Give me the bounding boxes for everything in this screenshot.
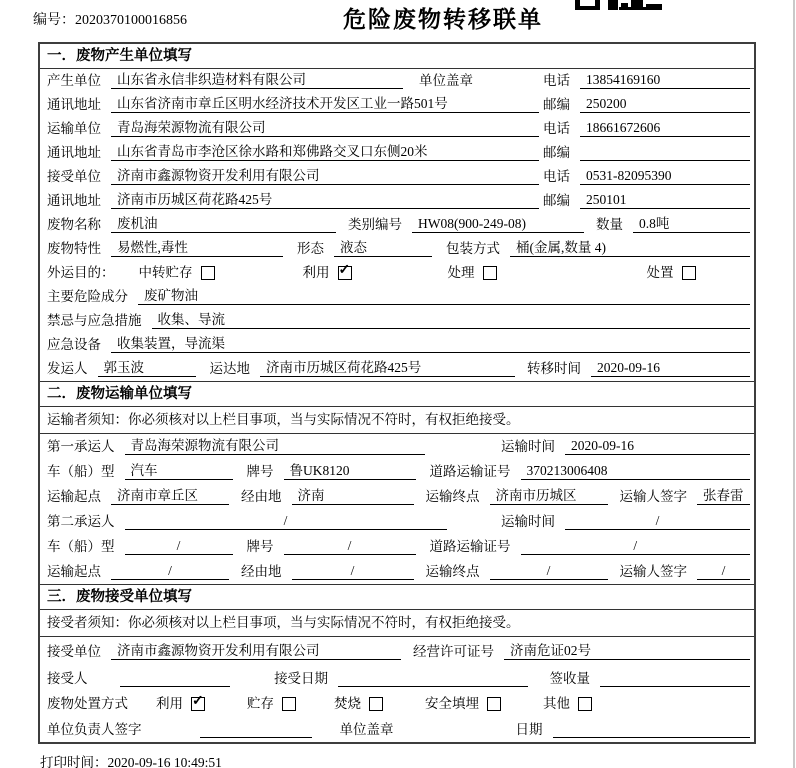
producer-zip-value: 250200 bbox=[580, 96, 750, 113]
page-edge-divider bbox=[793, 0, 795, 768]
row-route-1 bbox=[40, 484, 754, 509]
date-label: 日期 bbox=[515, 722, 543, 737]
row-route-2 bbox=[40, 559, 754, 584]
transport-time-label: 运输时间 bbox=[501, 439, 555, 454]
date-value bbox=[553, 721, 751, 738]
row-consignor bbox=[40, 357, 754, 381]
transfer-storage-checkbox bbox=[201, 266, 215, 280]
disposal-utilize bbox=[156, 696, 205, 712]
row-hazard-component bbox=[40, 285, 754, 309]
transport-zip-value bbox=[580, 144, 750, 161]
row-second-carrier bbox=[40, 509, 754, 534]
signed-quantity-label: 签收量 bbox=[549, 671, 590, 686]
dispose-checkbox bbox=[682, 266, 696, 280]
disposal-other-label: 其他 bbox=[543, 696, 570, 711]
consignor-value: 郭玉波 bbox=[98, 360, 196, 377]
transport-address-label: 通讯地址 bbox=[47, 145, 101, 160]
section3-title: 三．废物接受单位填写 bbox=[40, 584, 754, 610]
transport-unit-value: 青岛海荣源物流有限公司 bbox=[111, 120, 539, 137]
qr-code-fragment bbox=[575, 0, 663, 11]
route-end-label: 运输终点 bbox=[425, 489, 480, 504]
receiver-phone-value: 0531-82095390 bbox=[580, 168, 750, 185]
waste-name-value: 废机油 bbox=[111, 216, 336, 233]
quantity-label: 数量 bbox=[596, 217, 623, 232]
first-carrier-label: 第一承运人 bbox=[47, 439, 115, 454]
producer-unit-label: 产生单位 bbox=[47, 73, 101, 88]
option-utilize-label: 利用 bbox=[302, 265, 330, 280]
row-waste-property bbox=[40, 237, 754, 261]
transport-time2-value: / bbox=[565, 513, 750, 530]
transport-unit-label: 运输单位 bbox=[47, 121, 101, 136]
print-time-value: 2020-09-16 10:49:51 bbox=[107, 755, 222, 768]
category-code-label: 类别编号 bbox=[348, 217, 402, 232]
transport-time2-label: 运输时间 bbox=[501, 514, 555, 529]
transporter2-sign-value: / bbox=[697, 563, 750, 580]
option-dispose bbox=[647, 265, 696, 281]
transport-zip-label: 邮编 bbox=[543, 145, 570, 160]
accept-date-label: 接受日期 bbox=[274, 671, 329, 686]
accept-person-label: 接受人 bbox=[47, 671, 88, 686]
receiver-unit-value: 济南市鑫源物资开发利用有限公司 bbox=[111, 168, 539, 185]
waste-property-label: 废物特性 bbox=[47, 241, 101, 256]
transfer-time-label: 转移时间 bbox=[527, 361, 581, 376]
receiver-notice: 接受者须知：你必须核对以上栏目事项，当与实际情况不符时，有权拒绝接受。 bbox=[40, 610, 754, 637]
unit-seal-label: 单位盖章 bbox=[419, 73, 473, 88]
row-responsible-sign bbox=[40, 716, 754, 742]
accept-person-value bbox=[120, 670, 231, 687]
quantity-value: 0.8吨 bbox=[633, 216, 750, 233]
packaging-label: 包装方式 bbox=[446, 241, 500, 256]
unit-seal2-label: 单位盖章 bbox=[339, 722, 394, 737]
row-disposal-method bbox=[40, 691, 754, 716]
section2-title: 二．废物运输单位填写 bbox=[40, 381, 754, 407]
disposal-landfill-checkbox bbox=[487, 697, 501, 711]
transporter2-sign-label: 运输人签字 bbox=[619, 564, 687, 579]
disposal-other bbox=[543, 696, 592, 712]
second-carrier-label: 第二承运人 bbox=[47, 514, 115, 529]
section1-title: 一．废物产生单位填写 bbox=[40, 44, 754, 69]
producer-address-value: 山东省济南市章丘区明水经济技术开发区工业一路501号 bbox=[111, 96, 539, 113]
signed-quantity-value bbox=[600, 670, 750, 687]
disposal-other-checkbox bbox=[578, 697, 592, 711]
disposal-incinerate-label: 焚烧 bbox=[334, 696, 361, 711]
row-producer-address bbox=[40, 93, 754, 117]
disposal-incinerate-checkbox bbox=[369, 697, 383, 711]
plate-number-label: 牌号 bbox=[246, 464, 274, 479]
producer-phone-value: 13854169160 bbox=[580, 72, 750, 89]
receiver-unit-label: 接受单位 bbox=[47, 169, 101, 184]
responsible-sign-value bbox=[200, 721, 312, 738]
row-accept-unit bbox=[40, 637, 754, 664]
receiver-phone-label: 电话 bbox=[543, 169, 570, 184]
hazard-component-label: 主要危险成分 bbox=[47, 289, 128, 304]
option-treat bbox=[448, 265, 497, 281]
receiver-address-label: 通讯地址 bbox=[47, 193, 101, 208]
road-permit-label: 道路运输证号 bbox=[429, 464, 511, 479]
print-time-label: 打印时间： bbox=[40, 755, 108, 768]
producer-zip-label: 邮编 bbox=[543, 97, 570, 112]
vehicle-type-value: 汽车 bbox=[125, 463, 233, 480]
vehicle-type-label: 车（船）型 bbox=[47, 464, 115, 479]
producer-phone-label: 电话 bbox=[543, 73, 570, 88]
route2-origin-value: / bbox=[111, 563, 229, 580]
plate-number2-value: / bbox=[284, 538, 416, 555]
transporter-notice: 运输者须知：你必须核对以上栏目事项，当与实际情况不符时，有权拒绝接受。 bbox=[40, 407, 754, 434]
receiver-zip-label: 邮编 bbox=[543, 193, 570, 208]
accept-unit-value: 济南市鑫源物资开发利用有限公司 bbox=[111, 643, 401, 660]
destination-label: 运达地 bbox=[209, 361, 250, 376]
route2-origin-label: 运输起点 bbox=[47, 564, 101, 579]
vehicle-type2-value: / bbox=[125, 538, 233, 555]
manifest-form bbox=[38, 42, 756, 744]
category-code-value: HW08(900-249-08) bbox=[412, 216, 584, 233]
route2-via-label: 经由地 bbox=[241, 564, 282, 579]
waste-property-value: 易燃性,毒性 bbox=[111, 240, 283, 257]
first-carrier-value: 青岛海荣源物流有限公司 bbox=[125, 438, 425, 455]
row-receiver-address bbox=[40, 189, 754, 213]
plate-number-value: 鲁UK8120 bbox=[284, 463, 416, 480]
disposal-storage-checkbox bbox=[282, 697, 296, 711]
transporter-sign-value: 张春雷 bbox=[697, 488, 750, 505]
license-number-value: 济南危证02号 bbox=[504, 643, 750, 660]
destination-value: 济南市历城区荷花路425号 bbox=[260, 360, 515, 377]
emergency-equipment-value: 收集装置，导流渠 bbox=[111, 336, 750, 353]
receiver-address-value: 济南市历城区荷花路425号 bbox=[111, 192, 539, 209]
row-contraindication bbox=[40, 309, 754, 333]
row-emergency-equipment bbox=[40, 333, 754, 357]
disposal-storage bbox=[247, 696, 296, 712]
route2-end-value: / bbox=[490, 563, 608, 580]
accept-unit-label: 接受单位 bbox=[47, 644, 101, 659]
vehicle-type2-label: 车（船）型 bbox=[47, 539, 115, 554]
route-end-value: 济南市历城区 bbox=[490, 488, 608, 505]
packaging-value: 桶(金属,数量 4) bbox=[510, 240, 750, 257]
waste-name-label: 废物名称 bbox=[47, 217, 101, 232]
serial-number-value: 2020370100016856 bbox=[75, 13, 187, 28]
outbound-purpose-label: 外运目的： bbox=[47, 265, 115, 280]
row-transport-unit bbox=[40, 117, 754, 141]
accept-date-value bbox=[338, 670, 527, 687]
disposal-utilize-label: 利用 bbox=[156, 696, 183, 711]
transport-address-value: 山东省青岛市李沧区徐水路和郑佛路交叉口东侧20米 bbox=[111, 144, 539, 161]
route-origin-label: 运输起点 bbox=[47, 489, 101, 504]
transport-phone-value: 18661672606 bbox=[580, 120, 750, 137]
row-outbound-purpose bbox=[40, 261, 754, 285]
disposal-method-label: 废物处置方式 bbox=[47, 696, 128, 711]
option-transfer-storage bbox=[139, 265, 215, 281]
route2-end-label: 运输终点 bbox=[425, 564, 480, 579]
receiver-zip-value: 250101 bbox=[580, 192, 750, 209]
row-first-carrier bbox=[40, 434, 754, 459]
row-vehicle-type-1 bbox=[40, 459, 754, 484]
option-dispose-label: 处置 bbox=[646, 265, 674, 280]
second-carrier-value: / bbox=[125, 513, 447, 530]
hazard-component-value: 废矿物油 bbox=[138, 288, 750, 305]
road-permit-value: 370213006408 bbox=[521, 463, 751, 480]
row-accept-person bbox=[40, 664, 754, 691]
row-transport-address bbox=[40, 141, 754, 165]
disposal-utilize-checkbox bbox=[191, 697, 205, 711]
contraindication-label: 禁忌与应急措施 bbox=[47, 313, 142, 328]
row-vehicle-type-2 bbox=[40, 534, 754, 559]
plate-number2-label: 牌号 bbox=[246, 539, 274, 554]
transfer-time-value: 2020-09-16 bbox=[591, 360, 750, 377]
route2-via-value: / bbox=[292, 563, 414, 580]
road-permit2-value: / bbox=[521, 538, 751, 555]
page-title: 危险废物转移联单 bbox=[343, 6, 543, 32]
transport-time-value: 2020-09-16 bbox=[565, 438, 750, 455]
transporter-sign-label: 运输人签字 bbox=[619, 489, 687, 504]
print-time bbox=[40, 751, 222, 768]
producer-address-label: 通讯地址 bbox=[47, 97, 101, 112]
license-number-label: 经营许可证号 bbox=[413, 644, 494, 659]
disposal-storage-label: 贮存 bbox=[247, 696, 274, 711]
row-waste-name bbox=[40, 213, 754, 237]
route-origin-value: 济南市章丘区 bbox=[111, 488, 229, 505]
form-state-label: 形态 bbox=[297, 241, 324, 256]
option-transfer-storage-label: 中转贮存 bbox=[138, 265, 193, 280]
serial-number-label: 编号： bbox=[33, 13, 75, 28]
row-receiver-unit bbox=[40, 165, 754, 189]
route-via-label: 经由地 bbox=[241, 489, 282, 504]
treat-checkbox bbox=[483, 266, 497, 280]
contraindication-value: 收集、导流 bbox=[152, 312, 751, 329]
form-state-value: 液态 bbox=[334, 240, 432, 257]
consignor-label: 发运人 bbox=[47, 361, 88, 376]
emergency-equipment-label: 应急设备 bbox=[47, 337, 101, 352]
responsible-sign-label: 单位负责人签字 bbox=[47, 722, 142, 737]
route-via-value: 济南 bbox=[292, 488, 414, 505]
disposal-incinerate bbox=[334, 696, 383, 712]
transport-phone-label: 电话 bbox=[543, 121, 570, 136]
option-treat-label: 处理 bbox=[447, 265, 475, 280]
road-permit2-label: 道路运输证号 bbox=[429, 539, 511, 554]
disposal-landfill-label: 安全填埋 bbox=[425, 696, 479, 711]
row-producer-unit bbox=[40, 69, 754, 93]
producer-unit-value: 山东省永信非织造材料有限公司 bbox=[111, 72, 403, 89]
utilize-checkbox bbox=[338, 266, 352, 280]
option-utilize bbox=[303, 265, 352, 281]
disposal-landfill bbox=[425, 696, 501, 712]
